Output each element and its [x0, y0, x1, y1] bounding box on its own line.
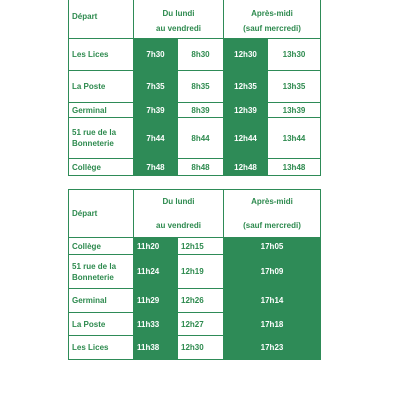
time-cell: 11h33: [134, 313, 178, 336]
time-cell: 12h30: [224, 39, 268, 71]
time-cell: 17h23: [224, 336, 321, 360]
time-cell: 12h48: [224, 159, 268, 176]
weekday-header-line2: au vendredi: [134, 19, 224, 39]
stop-name: Les Lices: [69, 39, 134, 71]
table-row: [69, 289, 321, 313]
time-cell: 12h35: [224, 71, 268, 103]
stop-name: 51 rue de la Bonneterie: [69, 255, 134, 289]
stop-name: Germinal: [69, 289, 134, 313]
table-row: [69, 255, 321, 289]
time-cell: 11h29: [134, 289, 178, 313]
time-cell: 13h35: [268, 71, 321, 103]
stop-name: Les Lices: [69, 336, 134, 360]
table-row: [69, 118, 321, 159]
depart-header: Départ: [69, 0, 134, 39]
time-cell: 8h30: [178, 39, 224, 71]
table-header-row-1: [69, 190, 321, 214]
time-cell: 8h44: [178, 118, 224, 159]
stop-name: Collège: [69, 159, 134, 176]
afternoon-header-line1: Après-midi: [224, 0, 321, 19]
table-row: [69, 336, 321, 360]
time-cell: 8h48: [178, 159, 224, 176]
table-row: [69, 71, 321, 103]
weekday-header-line1: Du lundi: [134, 190, 224, 214]
afternoon-header-line2: (sauf mercredi): [224, 214, 321, 238]
table-row: [69, 238, 321, 255]
time-cell: 13h48: [268, 159, 321, 176]
time-cell: 17h09: [224, 255, 321, 289]
time-cell: 17h18: [224, 313, 321, 336]
table-header-row-1: [69, 0, 321, 19]
weekday-header-line2: au vendredi: [134, 214, 224, 238]
timetable-return: [68, 189, 321, 360]
table-row: [69, 313, 321, 336]
table-row: [69, 39, 321, 71]
time-cell: 7h39: [134, 103, 178, 118]
time-cell: 8h35: [178, 71, 224, 103]
time-cell: 17h05: [224, 238, 321, 255]
table-row: [69, 159, 321, 176]
stop-name: 51 rue de la Bonneterie: [69, 118, 134, 159]
afternoon-header-line2: (sauf mercredi): [224, 19, 321, 39]
time-cell: 7h48: [134, 159, 178, 176]
time-cell: 12h27: [178, 313, 224, 336]
time-cell: 17h14: [224, 289, 321, 313]
time-cell: 13h39: [268, 103, 321, 118]
time-cell: 12h26: [178, 289, 224, 313]
time-cell: 7h44: [134, 118, 178, 159]
depart-header: Départ: [69, 190, 134, 238]
timetable-outbound: [68, 0, 321, 176]
stop-name: Collège: [69, 238, 134, 255]
time-cell: 12h44: [224, 118, 268, 159]
afternoon-header-line1: Après-midi: [224, 190, 321, 214]
time-cell: 13h30: [268, 39, 321, 71]
time-cell: 12h19: [178, 255, 224, 289]
time-cell: 11h20: [134, 238, 178, 255]
time-cell: 13h44: [268, 118, 321, 159]
time-cell: 7h35: [134, 71, 178, 103]
time-cell: 11h24: [134, 255, 178, 289]
table-row: [69, 103, 321, 118]
time-cell: 12h30: [178, 336, 224, 360]
time-cell: 8h39: [178, 103, 224, 118]
time-cell: 7h30: [134, 39, 178, 71]
weekday-header-line1: Du lundi: [134, 0, 224, 19]
time-cell: 12h39: [224, 103, 268, 118]
stop-name: Germinal: [69, 103, 134, 118]
time-cell: 12h15: [178, 238, 224, 255]
stop-name: La Poste: [69, 71, 134, 103]
stop-name: La Poste: [69, 313, 134, 336]
time-cell: 11h38: [134, 336, 178, 360]
